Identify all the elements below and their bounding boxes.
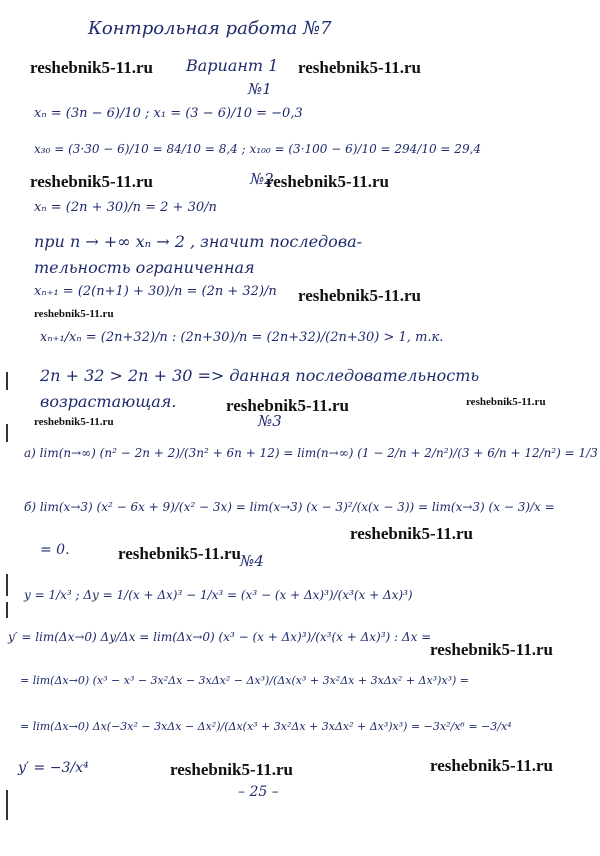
margin-mark: [6, 602, 8, 618]
margin-mark: [6, 372, 8, 390]
text-line: при n → +∞ xₙ → 2 , значит последова-: [34, 232, 363, 251]
margin-mark: [6, 574, 8, 596]
watermark: reshebnik5-11.ru: [430, 756, 553, 775]
watermark: reshebnik5-11.ru: [466, 396, 546, 408]
margin-mark: [6, 424, 8, 442]
formula-line: = lim(Δx→0) (x³ − x³ − 3x²Δx − 3xΔx² − Δx³)/(Δx(x³ + 3x²Δx + 3xΔx² + Δx³)x³) =: [20, 674, 470, 687]
watermark: reshebnik5-11.ru: [298, 58, 421, 77]
task-number: №2: [250, 170, 274, 188]
page-number: – 25 –: [238, 784, 279, 800]
formula-line: а) lim(n→∞) (n² − 2n + 2)/(3n² + 6n + 12) = lim(n→∞) (1 − 2/n + 2/n²)/(3 + 6/n + 12/n²) = 1/3: [24, 446, 598, 460]
watermark: reshebnik5-11.ru: [266, 172, 389, 191]
watermark: reshebnik5-11.ru: [350, 524, 473, 543]
variant-label: Вариант 1: [186, 56, 279, 75]
watermark: reshebnik5-11.ru: [118, 544, 241, 563]
task-number: №1: [248, 80, 272, 98]
watermark: reshebnik5-11.ru: [30, 58, 153, 77]
task-number: №3: [258, 412, 282, 430]
text-line: тельность ограниченная: [34, 258, 255, 277]
watermark: reshebnik5-11.ru: [34, 308, 114, 320]
formula-line: xₙ₊₁ = (2(n+1) + 30)/n = (2n + 32)/n: [34, 284, 277, 299]
watermark: reshebnik5-11.ru: [430, 640, 553, 659]
formula-line: xₙ = (2n + 30)/n = 2 + 30/n: [34, 200, 217, 215]
formula-line: x₃₀ = (3·30 − 6)/10 = 84/10 = 8,4 ; x₁₀₀ = (3·100 − 6)/10 = 294/10 = 29,4: [34, 142, 482, 156]
text-line: возрастающая.: [40, 392, 177, 411]
page-title: Контрольная работа №7: [88, 18, 332, 39]
watermark: reshebnik5-11.ru: [34, 416, 114, 428]
watermark: reshebnik5-11.ru: [298, 286, 421, 305]
formula-line: = 0.: [40, 542, 70, 558]
formula-line: y′ = lim(Δx→0) Δy/Δx = lim(Δx→0) (x³ − (x + Δx)³)/(x³(x + Δx)³) : Δx =: [8, 630, 432, 644]
formula-line: xₙ₊₁/xₙ = (2n+32)/n : (2n+30)/n = (2n+32)/(2n+30) > 1, т.к.: [40, 330, 444, 345]
formula-line: xₙ = (3n − 6)/10 ; x₁ = (3 − 6)/10 = −0,3: [34, 106, 303, 121]
task-number: №4: [240, 552, 264, 570]
margin-mark: [6, 790, 8, 820]
formula-line: y′ = −3/x⁴: [18, 760, 89, 776]
formula-line: y = 1/x³ ; Δy = 1/(x + Δx)³ − 1/x³ = (x³ − (x + Δx)³)/(x³(x + Δx)³): [24, 588, 413, 602]
formula-line: б) lim(x→3) (x² − 6x + 9)/(x² − 3x) = lim(x→3) (x − 3)²/(x(x − 3)) = lim(x→3) (x − 3)/x =: [24, 500, 555, 514]
watermark: reshebnik5-11.ru: [170, 760, 293, 779]
watermark: reshebnik5-11.ru: [30, 172, 153, 191]
text-line: 2n + 32 > 2n + 30 => данная последовательность: [40, 366, 480, 385]
formula-line: = lim(Δx→0) Δx(−3x² − 3xΔx − Δx²)/(Δx(x³ + 3x²Δx + 3xΔx² + Δx³)x³) = −3x²/x⁶ = −3/x⁴: [20, 720, 512, 733]
watermark: reshebnik5-11.ru: [226, 396, 349, 415]
